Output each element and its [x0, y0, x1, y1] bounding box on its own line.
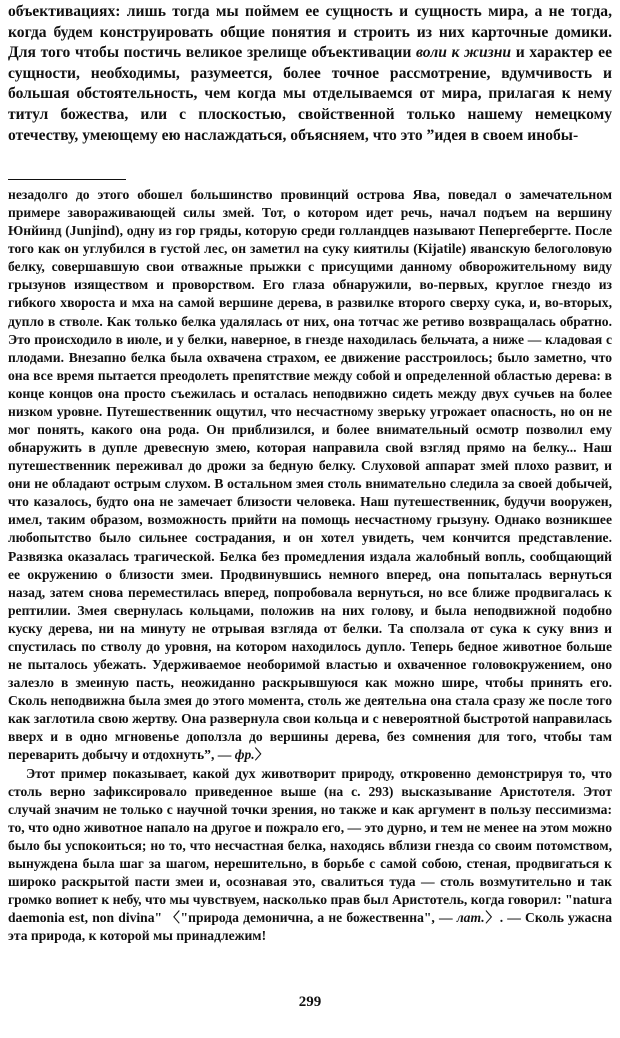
footnote-p1-italic: фр.	[234, 747, 255, 763]
footnote-block	[8, 186, 612, 945]
main-body-text	[8, 2, 612, 146]
footnote-p1-end: 〉	[254, 747, 269, 763]
footnote-divider	[8, 179, 126, 180]
footnote-paragraph-2	[8, 765, 612, 946]
footnote-p1-text: незадолго до этого обошел большинство провинций острова Ява, поведал о замечательном примере завораживающей силы змей. Тот, о котором идет речь, начал подъем на вершину Юнйинд (Junjind), одну из гор гряды, которую среди голландцев называют Пепергебергте. После того как он углубился в густой лес, он заметил на суку киятилы (Kijatile) яванскую белоголовую белку, совершавшую свои отважные прыжки с присущими данному обворожительному виду грызунов изяществом и проворством. Его глаза обнаружили, во-первых, круглое гнездо из гибкого хвороста и мха на самой вершине дерева, в развилке второго сверху сука, и, во-вторых, дупло в стволе. Как только белка удалялась от них, она тотчас же ретиво возвращалась обратно. Это происходило в июле, и у белки, наверное, в гнезде находилась бельчата, а ниже — кладовая с плодами. Внезапно белка была охвачена страхом, ее движение расстроилось; было заметно, что она все время пытается преодолеть препятствие между собой и определенной областью дерева: в конце концов она просто съежилась и осталась неподвижно сидеть между двух сучьев на более низком уровне. Путешественник ощутил, что несчастному зверьку угрожает опасность, но он не мог понять, какого она рода. Он приблизился, и более внимательный осмотр позволил ему обнаружить в дупле древесную змею, которая направила свой взгляд прямо на белку... Наш путешественник переживал до дрожи за бедную белку. Слуховой аппарат змей плохо развит, и они не обладают острым слухом. В остальном змея столь внимательно следила за своей добычей, что казалось, будто она не замечает близости человека. Наш путешественник, будучи вооружен, имел, таким образом, возможность прийти на помощь несчастному грызуну. Однако возникшее любопытство было сильнее сострадания, и он хотел увидеть, чем кончится представление. Развязка оказалась трагической. Белка без промедления издала жалобный вопль, сообщающий ее окружению о близости змеи. Продвинувшись немного вперед, она попыталась вернуться назад, затем снова переместилась вперед, попробовала вернуться, но все ближе продвигалась к рептилии. Змея свернулась кольцами, положив на них голову, и была неподвижной подобно куску дерева, ни на минуту не отрывая взгляда от белки. Та сползала от сука к суку вниз и спустилась по стволу до уровня, на котором находилось дупло. Теперь бедное животное больше не пыталось убежать. Удерживаемое необоримой властью и охваченное головокружением, оно залезло в змеиную пасть, неожиданно раскрывшуюся как можно шире, чтобы принять его. Сколь неподвижна была змея до этого момента, столь же деятельна она стала сразу же после того как заглотила свою жертву. Она развернула свои кольца и с невероятной быстротой направилась вверх и в одно мгновенье доползла до вершины дерева, без сомнения для того, чтобы там переварить добычу и отдохнуть”, —	[8, 187, 612, 763]
main-text-part2: и характер ее сущности, необходимы, разумеется, более точное рассмотрение, вдумчивость и большая обстоятельность, чем когда мы отделываемся от мира, прилагая к нему титул божества, или с плоскостью, свойственной только нашему немецкому отечеству, умеющему ею наслаждаться, объясняем, что это ”идея в своем инобы-	[8, 44, 612, 144]
footnote-paragraph-1	[8, 186, 612, 765]
main-paragraph	[8, 2, 612, 146]
main-text-italic-phrase: воли к жизни	[416, 44, 512, 62]
footnote-p2-text: Этот пример показывает, какой дух животворит природу, откровенно демонстрируя то, что столь верно зафиксировало приведенное выше (на с. 293) высказывание Аристотеля. Этот случай значим не только с научной точки зрения, но также и как аргумент в пользу пессимизма: то, что одно животное напало на другое и пожрало его, — это дурно, и тем не менее на этом можно было бы успокоиться; но то, что несчастная белка, находясь вблизи гнезда со своим потомством, вынуждена была шаг за шагом, нерешительно, в борьбе с самой собою, стеная, продвигаться к широко раскрытой пасти змеи и, осознавая это, свалиться туда — столь возмутительно и так громко вопиет к небу, что мы чувствуем, насколько прав был Аристотель, когда говорил: "natura daemonia est, non divina" 〈"природа демонична, а не божественна", —	[8, 765, 612, 926]
main-text-part1: объективациях: лишь тогда мы поймем ее сущность и сущность мира, а не тогда, когда будем конструировать общие понятия и строить из них карточные домики. Для того чтобы постичь великое зрелище объективации	[8, 3, 612, 62]
footnote-p2-end: 〉. — Сколь ужасна эта природа, к которой мы принадлежим!	[8, 910, 612, 944]
page-number: 299	[298, 994, 322, 1010]
footnote-p2-italic: лат.	[456, 910, 485, 926]
